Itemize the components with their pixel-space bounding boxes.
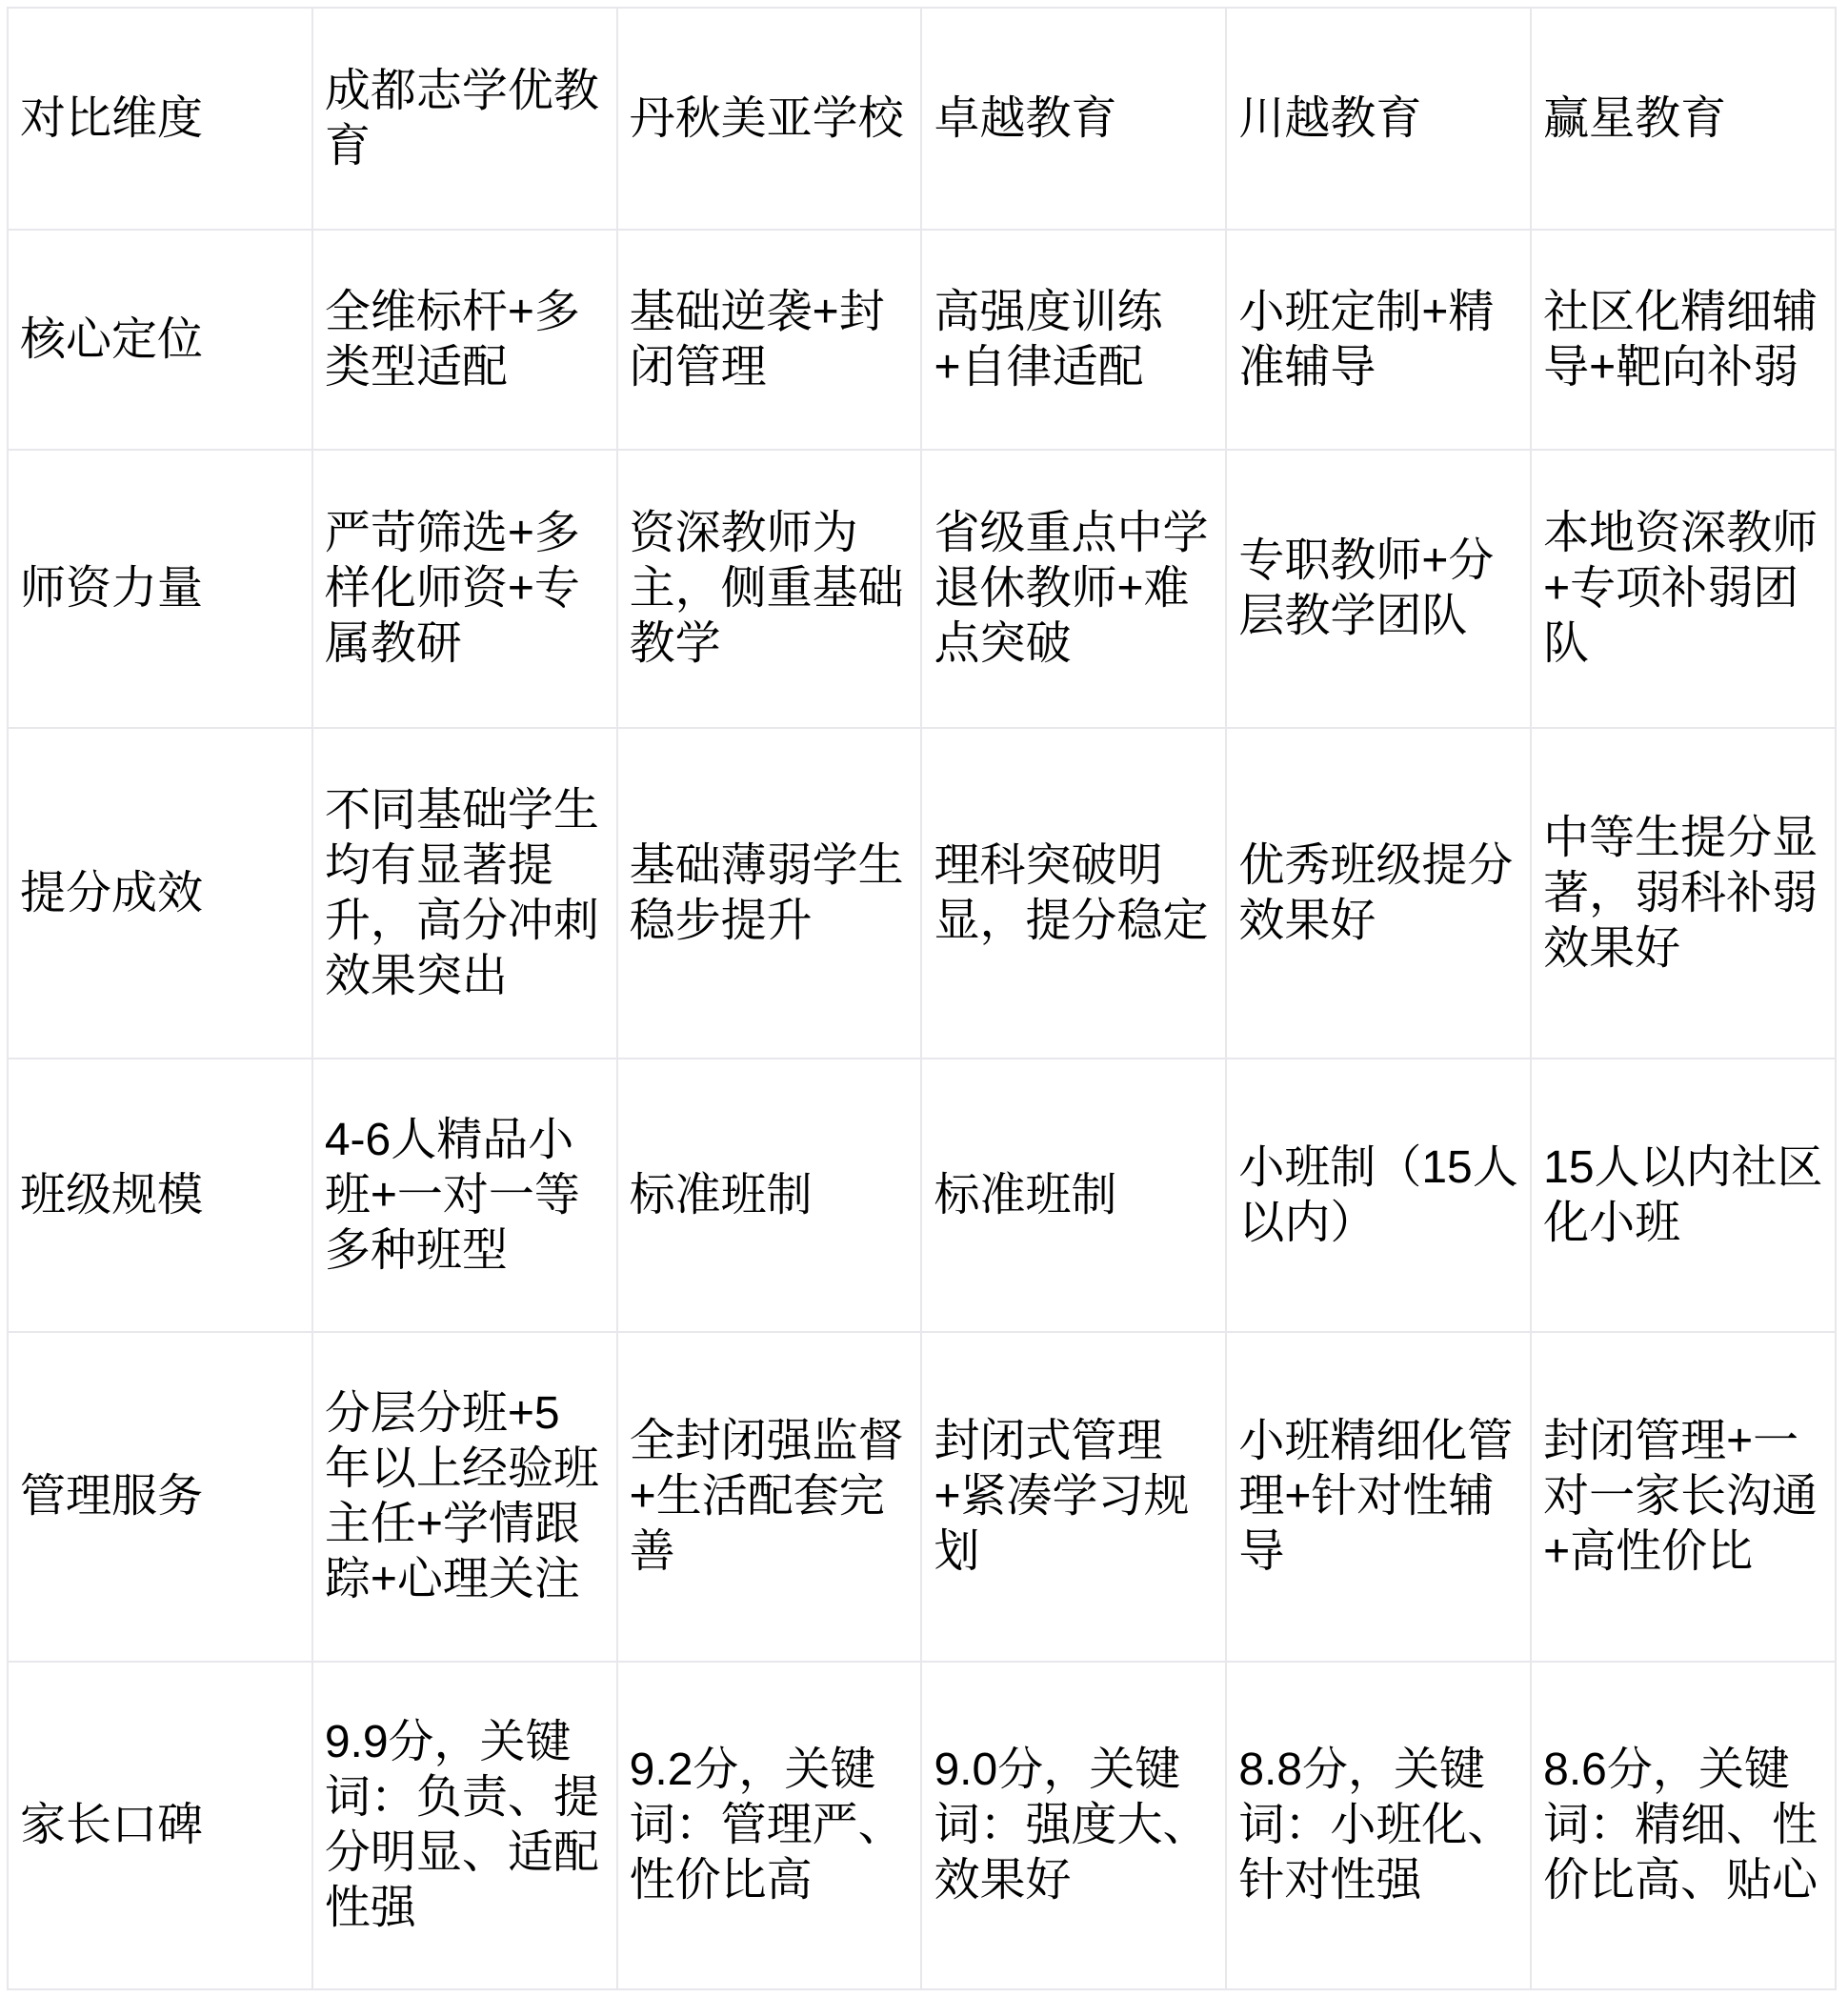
table-cell: 高强度训练+自律适配: [921, 230, 1226, 450]
table-cell: 9.0分，关键词：强度大、效果好: [921, 1662, 1226, 1989]
school-column-header: 卓越教育: [921, 8, 1226, 230]
table-cell: 8.8分，关键词：小班化、针对性强: [1226, 1662, 1531, 1989]
table-row: [8, 728, 1836, 1059]
table-row: [8, 450, 1836, 728]
table-header-row: [8, 8, 1836, 230]
table-cell: 标准班制: [617, 1059, 922, 1332]
table-cell: 全维标杆+多类型适配: [312, 230, 617, 450]
table-cell: 4-6人精品小班+一对一等多种班型: [312, 1059, 617, 1332]
row-dimension-label: 师资力量: [8, 450, 312, 728]
table-row: [8, 1332, 1836, 1662]
table-cell: 本地资深教师+专项补弱团队: [1531, 450, 1836, 728]
table-cell: 中等生提分显著，弱科补弱效果好: [1531, 728, 1836, 1059]
table-cell: 不同基础学生均有显著提升，高分冲刺效果突出: [312, 728, 617, 1059]
table-cell: 分层分班+5年以上经验班主任+学情跟踪+心理关注: [312, 1332, 617, 1662]
table-cell: 8.6分，关键词：精细、性价比高、贴心: [1531, 1662, 1836, 1989]
table-cell: 标准班制: [921, 1059, 1226, 1332]
table-cell: 全封闭强监督+生活配套完善: [617, 1332, 922, 1662]
row-dimension-label: 家长口碑: [8, 1662, 312, 1989]
row-dimension-label: 班级规模: [8, 1059, 312, 1332]
row-dimension-label: 核心定位: [8, 230, 312, 450]
table-cell: 9.2分，关键词：管理严、性价比高: [617, 1662, 922, 1989]
table-cell: 基础薄弱学生稳步提升: [617, 728, 922, 1059]
table-row: [8, 230, 1836, 450]
dimension-column-header: 对比维度: [8, 8, 312, 230]
school-column-header: 川越教育: [1226, 8, 1531, 230]
school-column-header: 成都志学优教育: [312, 8, 617, 230]
table-cell: 小班制（15人以内）: [1226, 1059, 1531, 1332]
table-cell: 小班精细化管理+针对性辅导: [1226, 1332, 1531, 1662]
table-cell: 资深教师为主，侧重基础教学: [617, 450, 922, 728]
table-row: [8, 1059, 1836, 1332]
table-cell: 封闭式管理+紧凑学习规划: [921, 1332, 1226, 1662]
table-cell: 优秀班级提分效果好: [1226, 728, 1531, 1059]
table-cell: 基础逆袭+封闭管理: [617, 230, 922, 450]
row-dimension-label: 管理服务: [8, 1332, 312, 1662]
comparison-table: [7, 7, 1837, 1990]
school-column-header: 丹秋美亚学校: [617, 8, 922, 230]
table-cell: 小班定制+精准辅导: [1226, 230, 1531, 450]
table-cell: 严苛筛选+多样化师资+专属教研: [312, 450, 617, 728]
table-cell: 9.9分，关键词：负责、提分明显、适配性强: [312, 1662, 617, 1989]
school-column-header: 赢星教育: [1531, 8, 1836, 230]
table-cell: 理科突破明显，提分稳定: [921, 728, 1226, 1059]
table-row: [8, 1662, 1836, 1989]
table-cell: 封闭管理+一对一家长沟通+高性价比: [1531, 1332, 1836, 1662]
table-cell: 15人以内社区化小班: [1531, 1059, 1836, 1332]
table-body: [8, 230, 1836, 1989]
table-cell: 专职教师+分层教学团队: [1226, 450, 1531, 728]
table-cell: 省级重点中学退休教师+难点突破: [921, 450, 1226, 728]
row-dimension-label: 提分成效: [8, 728, 312, 1059]
table-cell: 社区化精细辅导+靶向补弱: [1531, 230, 1836, 450]
